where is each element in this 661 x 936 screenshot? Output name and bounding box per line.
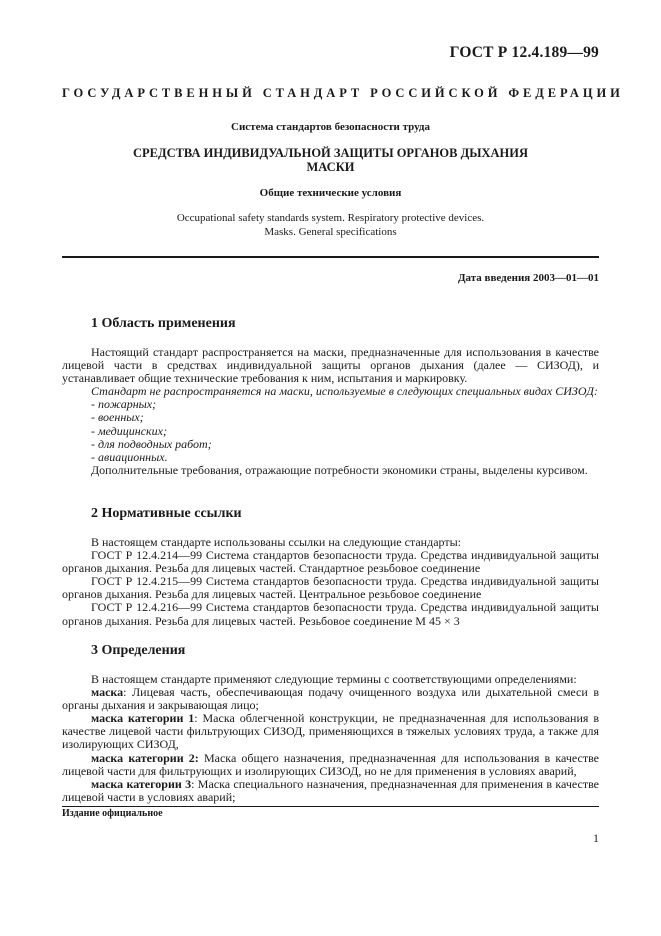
definition-term: маска категории 1 [91,711,195,726]
main-title-line-2: МАСКИ [306,160,355,174]
section-3-paragraph-1: В настоящем стандарте применяют следующие термины с соответствующими определениями: [91,672,577,686]
list-item: - медицинских; [91,423,167,438]
section-2-heading: 2 Нормативные ссылки [91,506,242,521]
list-item: - пожарных; [91,397,157,412]
page-number: 1 [593,831,599,845]
definition-text: : Маска облегченной конструкции, не предназначенная для использования в качестве лицевой части фильтрующих СИЗОД, применяющихся в тяжелых условиях труда, а также для изолирующих СИЗОД, [62,711,599,752]
section-2-paragraph-1: В настоящем стандарте использованы ссылки на следующие стандарты: [91,535,462,549]
list-item: - военных; [91,410,144,425]
reference-item: ГОСТ Р 12.4.216—99 Система стандартов безопасности труда. Средства индивидуальной защиты органов дыхания. Резьба для лицевых частей. Резьбовое соединение М 45 × 3 [62,600,599,628]
definition-item [62,686,599,712]
definition-term: маска [91,685,124,700]
definition-term: маска категории 2: [91,750,199,765]
section-3-body [62,673,599,804]
definition-item [62,752,599,778]
official-edition-label: Издание официальное [62,808,163,819]
definition-text: : Маска специального назначения, предназначенная для применения в качестве лицевой части в условиях аварий; [62,776,599,804]
english-title-line-2: Masks. General specifications [264,226,397,238]
state-standard-title: ГОСУДАРСТВЕННЫЙ СТАНДАРТ РОССИЙСКОЙ ФЕДЕРАЦИИ [62,86,624,100]
section-1-paragraph-3: Дополнительные требования, отражающие потребности экономики страны, выделены курсивом. [91,462,588,477]
footer-divider [62,806,599,807]
section-2-body [62,536,599,628]
main-title [62,146,599,174]
definition-item [62,712,599,751]
definition-term: маска категории 3 [91,776,192,791]
section-1-paragraph-1: Настоящий стандарт распространяется на маски, предназначенные для использования в качестве лицевой части в средствах индивидуальной защиты органов дыхания (далее — СИЗОД), и устанавливает общие технические требования к ним, испытания и маркировку. [62,345,599,386]
english-title [62,211,599,239]
main-title-line-1: СРЕДСТВА ИНДИВИДУАЛЬНОЙ ЗАЩИТЫ ОРГАНОВ ДЫХАНИЯ [132,146,529,160]
list-item: - для подводных работ; [91,436,212,451]
reference-item: ГОСТ Р 12.4.214—99 Система стандартов безопасности труда. Средства индивидуальной защиты органов дыхания. Резьба для лицевых частей. Стандартное резьбовое соединение [62,548,599,576]
section-1-heading: 1 Область применения [91,316,236,331]
section-1-body [62,346,599,477]
section-1-paragraph-2: Стандарт не распространяется на маски, используемые в следующих специальных видах СИЗОД: [91,384,598,399]
section-3-heading: 3 Определения [91,643,186,658]
subtitle: Общие технические условия [259,187,402,199]
definition-item [62,778,599,804]
definition-text: : Лицевая часть, обеспечивающая подачу очищенного воздуха или дыхательной смеси в органы дыхания и закрывающая лицо; [62,685,599,713]
list-item: - авиационных. [91,449,168,464]
header-divider [62,256,599,258]
reference-item: ГОСТ Р 12.4.215—99 Система стандартов безопасности труда. Средства индивидуальной защиты органов дыхания. Резьба для лицевых частей. Центральное резьбовое соединение [62,574,599,602]
system-title: Система стандартов безопасности труда [231,121,430,133]
definition-text: Маска общего назначения, предназначенная для использования в качестве лицевой части для фильтрующих и изолирующих СИЗОД, но не для применения в условиях аварий, [62,750,599,778]
document-code: ГОСТ Р 12.4.189—99 [449,44,599,61]
english-title-line-1: Occupational safety standards system. Respiratory protective devices. [176,212,485,224]
introduction-date: Дата введения 2003—01—01 [457,272,599,284]
